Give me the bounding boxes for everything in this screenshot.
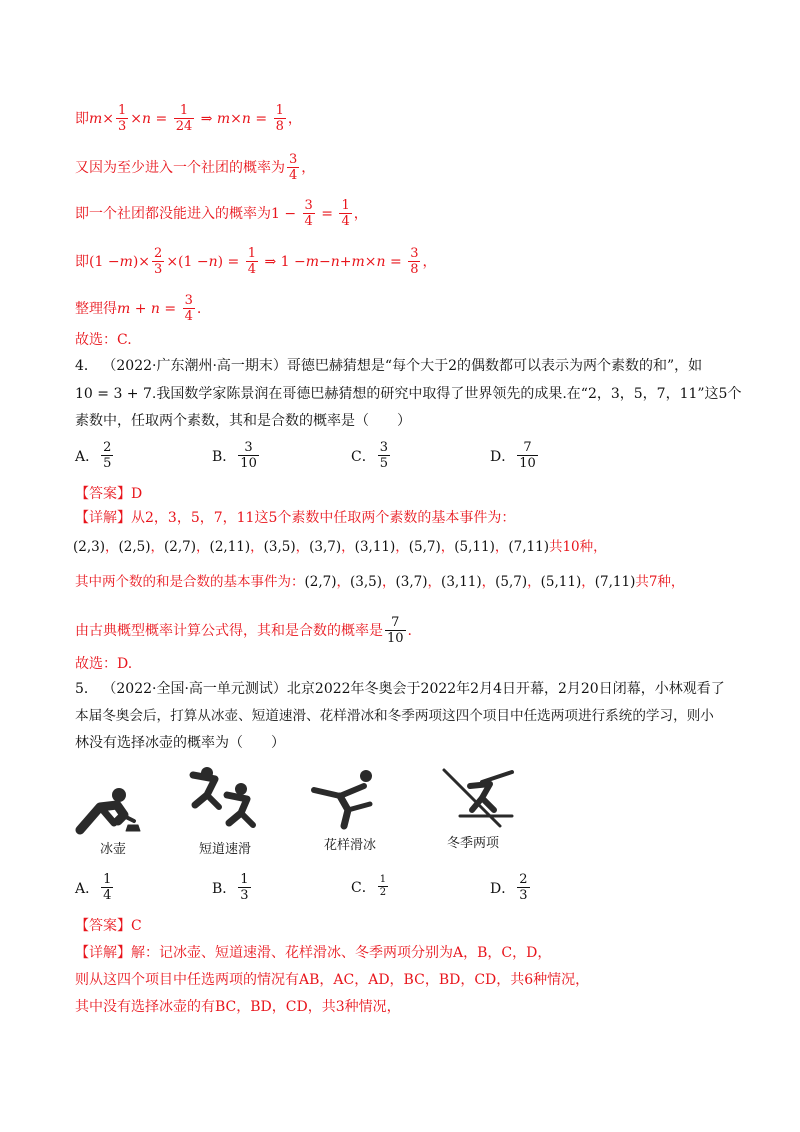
pair: (3,7) xyxy=(309,539,342,555)
pictogram-label-figure-skating: 花样滑冰 xyxy=(323,838,376,853)
q4-pairs-composite: 其中两个数的和是合数的基本事件为： (2,7) ， (3,5) ， (3,7) ， (3,11) ， (5,7) ， (5,11) ， (7,11) 共7种， xyxy=(75,574,685,590)
q5-option-a: A． $\frac{1}{4}$ xyxy=(75,872,112,903)
q5-detail-line3: 其中没有选择冰壶的有BC，BD，CD，共3种情况， xyxy=(75,999,401,1015)
pair: (2,7) xyxy=(164,539,197,555)
q4-stem-line3: 素数中，任取两个素数，其和是合数的概率是（ ） xyxy=(75,413,411,429)
q3-line3: 即一个社团都没能进入的概率为 1 − $\frac{3}{4}$ = $\frac{1}{4}$ ， xyxy=(75,198,368,229)
figure-skating-pictogram xyxy=(310,768,390,838)
pair: (3,11) xyxy=(354,539,396,555)
curling-pictogram xyxy=(72,775,152,845)
q5-option-c: C． $\frac{1}{2}$ xyxy=(351,874,387,898)
q4-stem-line2: 10 = 3 + 7 .我国数学家陈景润在哥德巴赫猜想的研究中取得了世界领先的成果.在“2，3，5，7，11”这5个 xyxy=(75,386,742,402)
q3-choice: 故选：C. xyxy=(75,332,132,348)
q5-answer: 【答案】 C xyxy=(75,918,142,934)
q3-line5: 整理得 m + n = $\frac{3}{4}$ . xyxy=(75,293,202,324)
pair: (2,7) xyxy=(304,574,337,590)
q3-line4: 即 (1 − m )× $\frac{2}{3}$ ×(1 − n ) = $\frac{1}{4}$ ⇒ 1 − m − n + m × n = $\frac{3}{8}$ ， xyxy=(75,246,437,277)
pair: (3,7) xyxy=(395,574,428,590)
pair: (3,5) xyxy=(350,574,383,590)
pair: (5,11) xyxy=(454,539,495,555)
pair: (7,11) xyxy=(508,539,549,555)
q3-line1: 即 m × $\frac{1}{3}$ × n = $\frac{1}{24}$ ⇒ m × n = $\frac{1}{8}$ ， xyxy=(75,103,302,134)
pair: (3,11) xyxy=(441,574,482,590)
pictogram-label-biathlon: 冬季两项 xyxy=(446,836,499,851)
pair: (2,5) xyxy=(118,539,151,555)
q4-detail-line4: 由古典概型概率计算公式得，其和是合数的概率是 $\frac{7}{10}$ . xyxy=(75,615,412,646)
q4-option-d: D． $\frac{7}{10}$ xyxy=(490,440,536,471)
q5-stem-line2: 本届冬奥会后，打算从冰壶、短道速滑、花样滑冰和冬季两项这四个项目中任选两项进行系统的学习，则小 xyxy=(75,708,714,724)
q4-option-c: C． $\frac{3}{5}$ xyxy=(351,440,388,471)
q4-option-b: B． $\frac{3}{10}$ xyxy=(212,440,257,471)
q5-stem-line1: 5． （2022·全国·高一单元测试） 北京2022年冬奥会于2022年2月4日开幕，2月20日闭幕，小林观看了 xyxy=(75,681,725,697)
q4-choice: 故选：D. xyxy=(75,656,133,672)
q5-option-b: B． $\frac{1}{3}$ xyxy=(212,872,249,903)
pair: (5,11) xyxy=(540,574,582,590)
q4-detail-line1: 【详解】 从2，3，5，7，11这5个素数中任取两个素数的基本事件为： xyxy=(75,510,516,526)
pair: (2,11) xyxy=(209,539,251,555)
pair: (3,5) xyxy=(263,539,296,555)
pictogram-label-curling: 冰壶 xyxy=(99,842,126,857)
q4-option-a: A． $\frac{2}{5}$ xyxy=(75,440,112,471)
pair: (7,11) xyxy=(594,574,636,590)
pictogram-label-speed-skating: 短道速滑 xyxy=(198,842,251,857)
q4-answer: 【答案】 D xyxy=(75,486,143,502)
speed-skating-pictogram xyxy=(185,765,265,835)
pair: (5,7) xyxy=(495,574,528,590)
pair: (5,7) xyxy=(408,539,441,555)
q5-option-d: D． $\frac{2}{3}$ xyxy=(490,872,528,903)
q5-detail-line2: 则从这四个项目中任选两项的情况有AB，AC，AD，BC，BD，CD，共6种情况， xyxy=(75,972,590,988)
biathlon-pictogram xyxy=(432,762,522,832)
q4-pairs-all: (2,3) ， (2,5) ， (2,7) ， (2,11) ， (3,5) ， (3,7) ， (3,11) ， (5,7) ， (5,11) ， (7,11) 共10种， xyxy=(73,539,607,555)
q5-detail-line1: 【详解】 解：记冰壶、短道速滑、花样滑冰、冬季两项分别为A，B，C，D， xyxy=(75,945,552,961)
q5-stem-line3: 林没有选择冰壶的概率为（ ） xyxy=(75,735,285,751)
q3-line2: 又因为至少进入一个社团的概率为 $\frac{3}{4}$ ， xyxy=(75,152,316,183)
q4-stem-line1: 4． （2022·广东潮州·高一期末） 哥德巴赫猜想是“每个大于2的偶数都可以表示为两个素数的和”，如 xyxy=(75,358,703,374)
pair: (2,3) xyxy=(73,539,106,555)
